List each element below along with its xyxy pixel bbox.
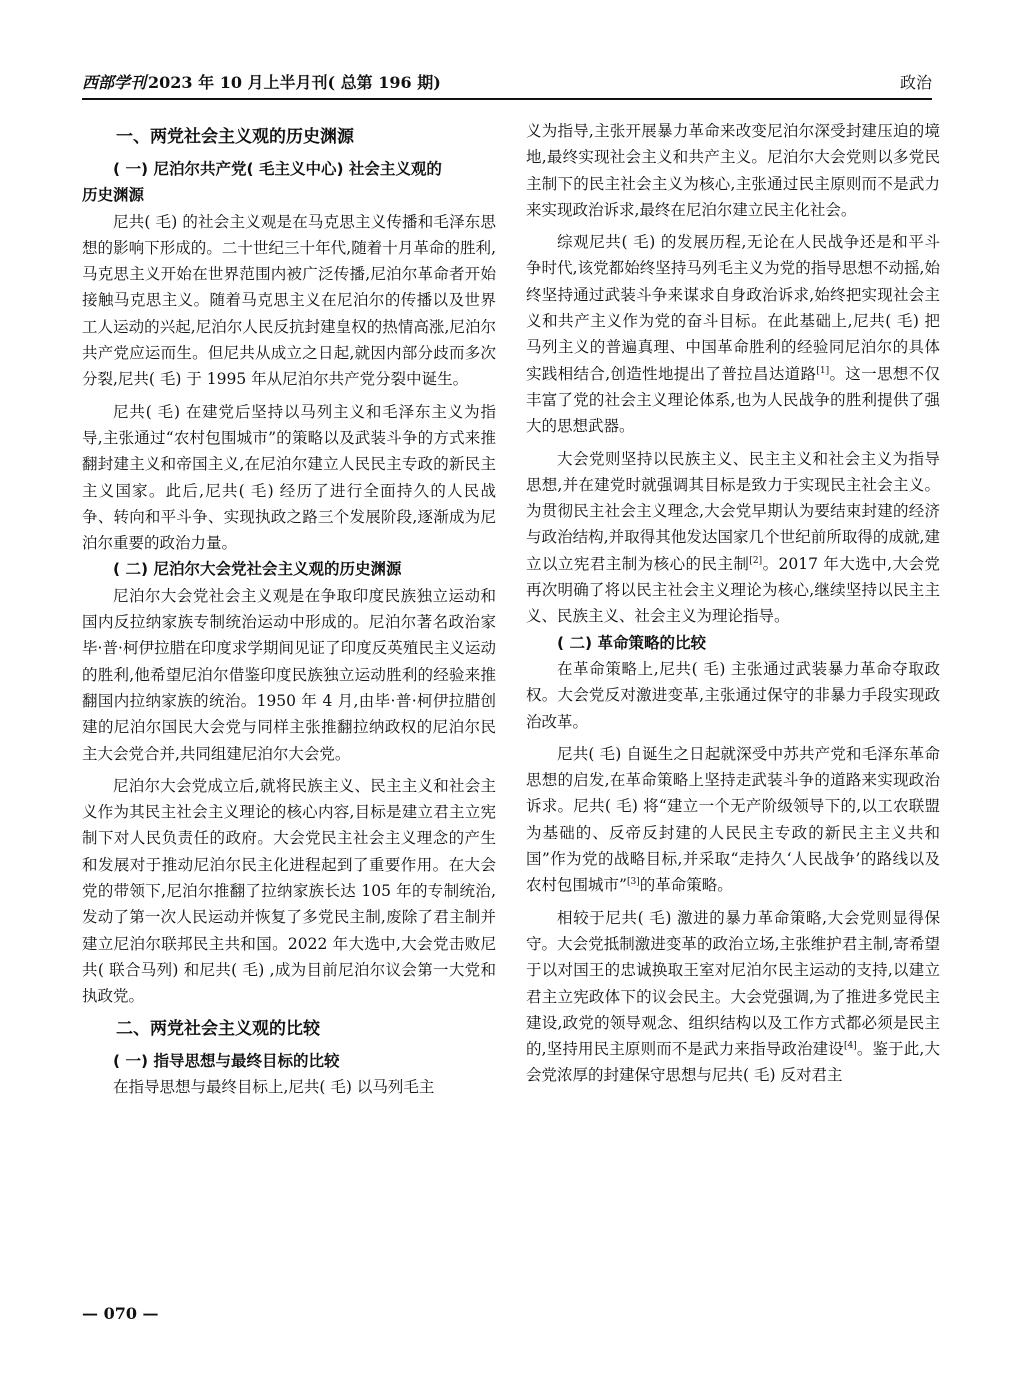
paragraph: 相较于尼共( 毛) 激进的暴力革命策略,大会党则显得保守。大会党抵制激进变革的政治立场,主张维护君主制,寄希望于以对国王的忠诚换取王室对尼泊尔民主运动的支持,以建立君主立宪政体下的议会民主。大会党强调,为了推进多党民主建设,政党的领导观念、组织结构以及工作方式都必须是民主的,坚持用民主原则而不是武力来指导政治建设[4]。鉴于此,大会党浓厚的封建保守思想与尼共( 毛) 反对君主 (526, 908, 940, 1085)
heading-1-1: ( 一) 尼泊尔共产党( 毛主义中心) 社会主义观的 (113, 160, 442, 178)
citation-3[interactable]: [3] (626, 877, 640, 888)
paragraph: 大会党则坚持以民族主义、民主主义和社会主义为指导思想,并在建党时就强调其目标是致力于实现民主社会主义。为贯彻民主社会主义理念,大会党早期认为要结束封建的经济与政治结构,并取得其他发达国家几个世纪前所取得的成就,建立以立宪君主制为核心的民主制[2]。2017 年大选中,大会党再次明确了将以民主社会主义理论为核心,继续坚持以民主主义、民族主义、社会主义为理论指导。 (526, 449, 940, 626)
left-column (82, 118, 496, 1100)
right-column (526, 118, 940, 1089)
paragraph: 综观尼共( 毛) 的发展历程,无论在人民战争还是和平斗争时代,该党都始终坚持马列毛主义为党的指导思想不动摇,始终坚持通过武装斗争来谋求自身政治诉求,始终把实现社会主义和共产主义作为党的奋斗目标。在此基础上,尼共( 毛) 把马列主义的普遍真理、中国革命胜利的经验同尼泊尔的具体实践相结合,创造性地提出了普拉昌达道路[1]。这一思想不仅丰富了党的社会主义理论体系,也为人民战争的胜利提供了强大的思想武器。 (526, 233, 940, 436)
heading-2-1: ( 一) 指导思想与最终目标的比较 (113, 1051, 340, 1070)
paragraph: 尼共( 毛) 自诞生之日起就深受中苏共产党和毛泽东革命思想的启发,在革命策略上坚持走武装斗争的道路来实现政治诉求。尼共( 毛) 将“建立一个无产阶级领导下的,以工农联盟为基础的、反帝反封建的人民民主专政的新民主主义共和国”作为党的战略目标,并采取“走持久‘人民战争’的路线以及农村包围城市”[3]的革命策略。 (526, 744, 940, 895)
section-label: 政治 (899, 73, 932, 92)
citation-2[interactable]: [2] (749, 555, 763, 566)
heading-2: 二、两党社会主义观的比较 (116, 1018, 320, 1039)
citation-4[interactable]: [4] (843, 1040, 857, 1051)
paragraph: 尼共( 毛) 在建党后坚持以马列主义和毛泽东主义为指导,主张通过“农村包围城市”的策略以及武装斗争的方式来推翻封建主义和帝国主义,在尼泊尔建立人民民主专政的新民主主义国家。此后,尼共( 毛) 经历了进行全面持久的人民战争、转向和平斗争、实现执政之路三个发展阶段,逐渐成为尼泊尔重要的政治力量。 (82, 402, 496, 553)
paragraph: 尼泊尔大会党社会主义观是在争取印度民族独立运动和国内反拉纳家族专制统治运动中形成的。尼泊尔著名政治家毕·普·柯伊拉腊在印度求学期间见证了印度反英殖民主义运动的胜利,他希望尼泊尔借鉴印度民族独立运动胜利的经验来推翻国内拉纳家族的统治。1950 年 4 月,由毕·普·柯伊拉腊创建的尼泊尔国民大会党与同样主张推翻拉纳政权的尼泊尔民主大会党合并,共同组建尼泊尔大会党。 (82, 586, 496, 763)
running-header (82, 70, 932, 96)
journal-issue (82, 70, 441, 93)
paragraph: 尼共( 毛) 的社会主义观是在马克思主义传播和毛泽东思想的影响下形成的。二十世纪三十年代,随着十月革命的胜利,马克思主义开始在世界范围内被广泛传播,尼泊尔革命者开始接触马克思主义。随着马克思主义在尼泊尔的传播以及世界工人运动的兴起,尼泊尔人民反抗封建皇权的热情高涨,尼泊尔共产党应运而生。但尼共从成立之日起,就因内部分歧而多次分裂,尼共( 毛) 于 1995 年从尼泊尔共产党分裂中诞生。 (82, 212, 496, 389)
issue-label: 2023 年 10 月上半月刊( 总第 196 期) (148, 73, 441, 92)
header-rule (82, 98, 932, 100)
citation-1[interactable]: [1] (816, 365, 830, 376)
heading-1-2: ( 二) 尼泊尔大会党社会主义观的历史渊源 (113, 560, 402, 579)
heading-1: 一、两党社会主义观的历史渊源 (116, 127, 354, 147)
paragraph: 尼泊尔大会党成立后,就将民族主义、民主主义和社会主义作为其民主社会主义理论的核心内容,目标是建立君主立宪制下对人民负责任的政府。大会党民主社会主义理念的产生和发展对于推动尼泊尔民主化进程起到了重要作用。在大会党的带领下,尼泊尔推翻了拉纳家族长达 105 年的专制统治,发动了第一次人民运动并恢复了多党民主制,废除了君主制并建立尼泊尔联邦民主共和国。2022 年大选中,大会党击败尼共( 联合马列) 和尼共( 毛) ,成为目前尼泊尔议会第一大党和执政党。 (82, 776, 496, 1006)
journal-logo: 西部学刊 (82, 73, 147, 92)
paragraph: 在革命策略上,尼共( 毛) 主张通过武装暴力革命夺取政权。大会党反对激进变革,主张通过保守的非暴力手段实现政治改革。 (526, 659, 940, 731)
heading-1-1-cont: 历史渊源 (82, 186, 145, 205)
paragraph: 义为指导,主张开展暴力革命来改变尼泊尔深受封建压迫的境地,最终实现社会主义和共产主义。尼泊尔大会党则以多党民主制下的民主社会主义为核心,主张通过民主原则而不是武力来实现政治诉求,最终在尼泊尔建立民主化社会。 (526, 122, 940, 219)
paragraph: 在指导思想与最终目标上,尼共( 毛) 以马列毛主 (113, 1077, 435, 1096)
page-number: — 070 — (82, 1304, 159, 1323)
heading-2-2: ( 二) 革命策略的比较 (557, 633, 706, 652)
